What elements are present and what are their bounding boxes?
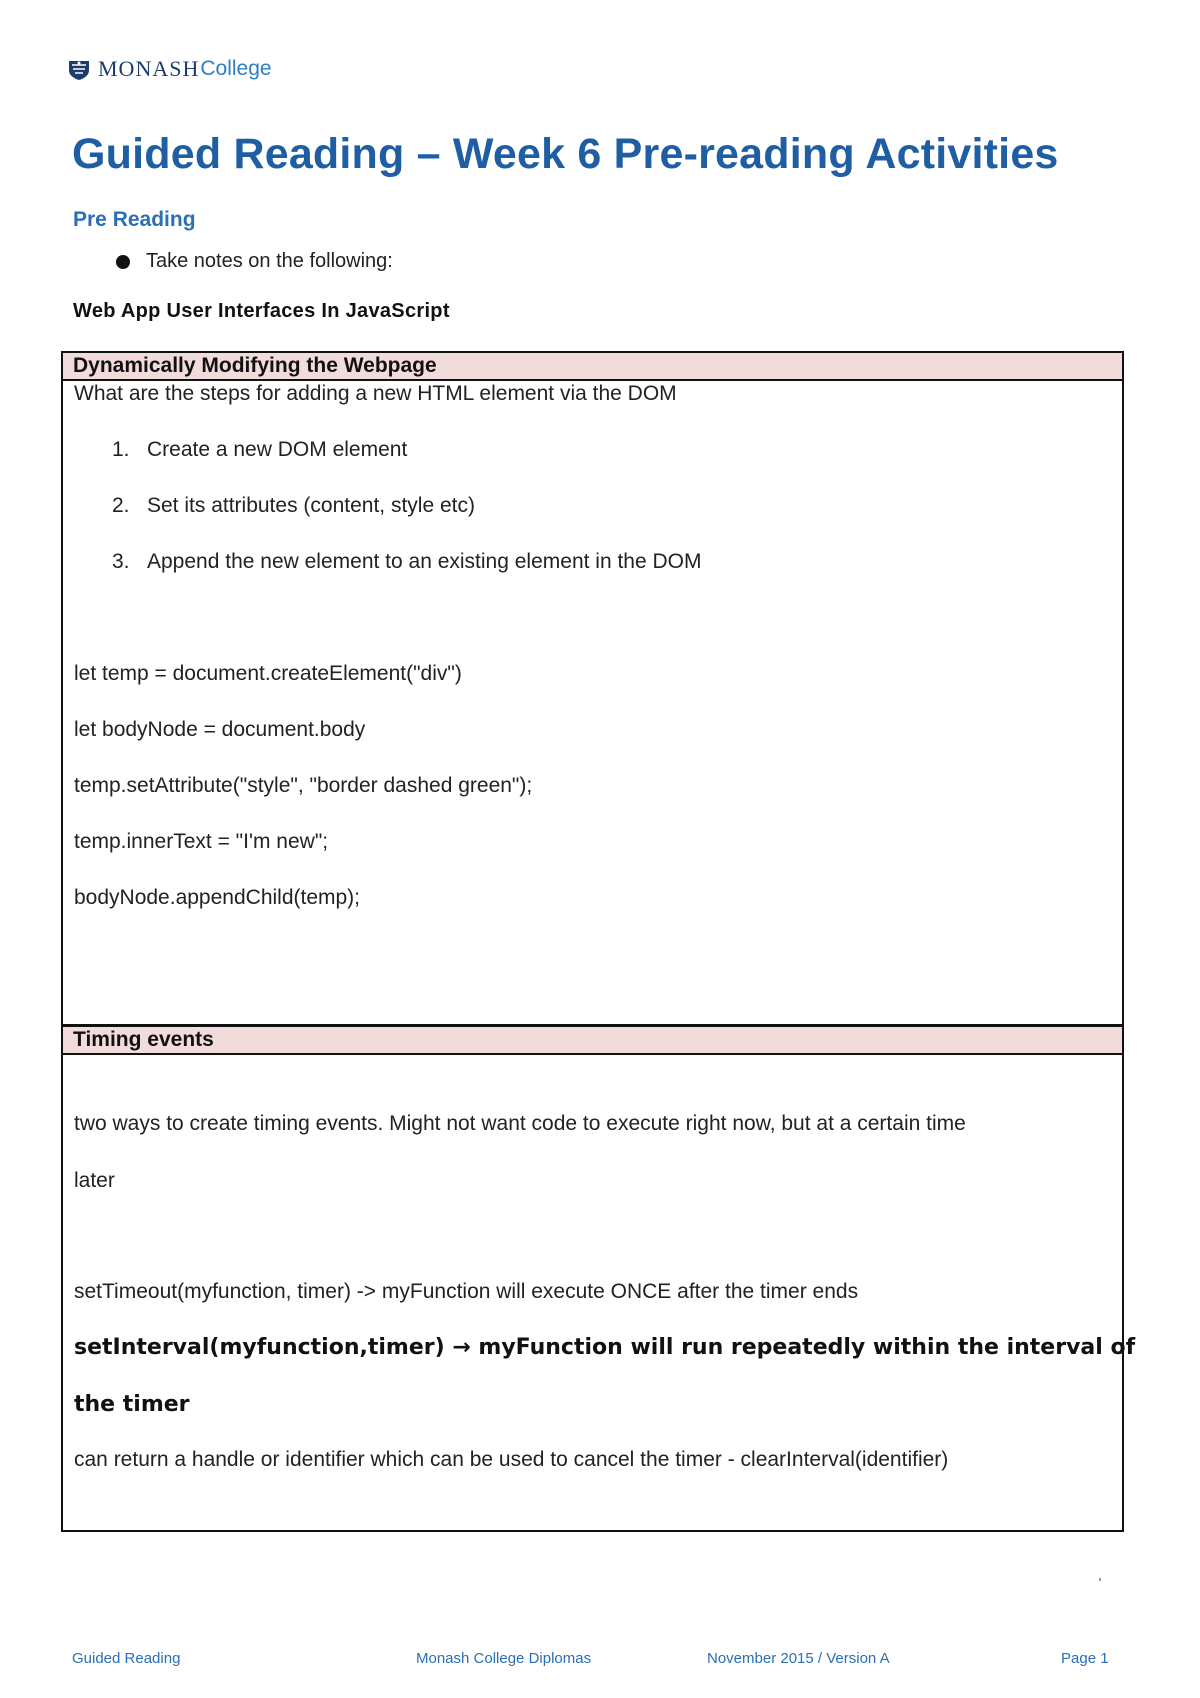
box-header-dom: Dynamically Modifying the Webpage <box>63 353 1122 381</box>
step-text: Append the new element to an existing element in the DOM <box>147 550 702 573</box>
code-line: let temp = document.createElement("div") <box>74 662 462 685</box>
box-header-timing: Timing events <box>63 1027 1122 1055</box>
bullet-dot-icon <box>116 255 130 269</box>
notes-box-timing <box>61 1025 1136 1532</box>
intro-text-continued: later <box>74 1169 115 1192</box>
subject-heading: Web App User Interfaces In JavaScript <box>73 300 450 322</box>
question-text: What are the steps for adding a new HTML element via the DOM <box>74 382 677 405</box>
settimeout-text: setTimeout(myfunction, timer) -> myFunction will execute ONCE after the timer ends <box>74 1280 859 1303</box>
step-number: 3. <box>112 550 130 573</box>
intro-text: two ways to create timing events. Might not want code to execute right now, but at a certain time <box>74 1112 966 1135</box>
step-number: 1. <box>112 438 130 461</box>
step-number: 2. <box>112 494 130 517</box>
setinterval-text: setInterval(myfunction,timer) → myFunction will run repeatedly within the interval of <box>74 1335 1136 1360</box>
logo-college-text: College <box>200 57 272 80</box>
code-line: bodyNode.appendChild(temp); <box>74 886 361 909</box>
bullet-text: Take notes on the following: <box>146 250 393 272</box>
monash-college-logo <box>68 56 272 82</box>
stray-mark <box>1099 1578 1101 1581</box>
setinterval-text-continued: the timer <box>74 1392 190 1417</box>
clearinterval-text: can return a handle or identifier which can be used to cancel the timer - clearInterval(identifier) <box>74 1448 949 1471</box>
code-line: let bodyNode = document.body <box>74 718 366 741</box>
logo-monash-text: MONASH <box>98 56 200 81</box>
code-line: temp.setAttribute("style", "border dashed green"); <box>74 774 533 797</box>
footer-left: Guided Reading <box>72 1650 181 1667</box>
section-heading: Pre Reading <box>73 208 196 231</box>
step-text: Create a new DOM element <box>147 438 408 461</box>
bullet-item <box>116 250 393 273</box>
notes-box-dom <box>61 351 1124 1026</box>
footer-date: November 2015 / Version A <box>707 1650 890 1667</box>
monash-crest-icon <box>68 57 90 81</box>
document-title: Guided Reading – Week 6 Pre-reading Activities <box>72 130 1059 178</box>
footer-center: Monash College Diplomas <box>416 1650 592 1667</box>
step-text: Set its attributes (content, style etc) <box>147 494 475 517</box>
code-line: temp.innerText = "I'm new"; <box>74 830 329 853</box>
footer-page-number: Page 1 <box>1061 1650 1109 1667</box>
